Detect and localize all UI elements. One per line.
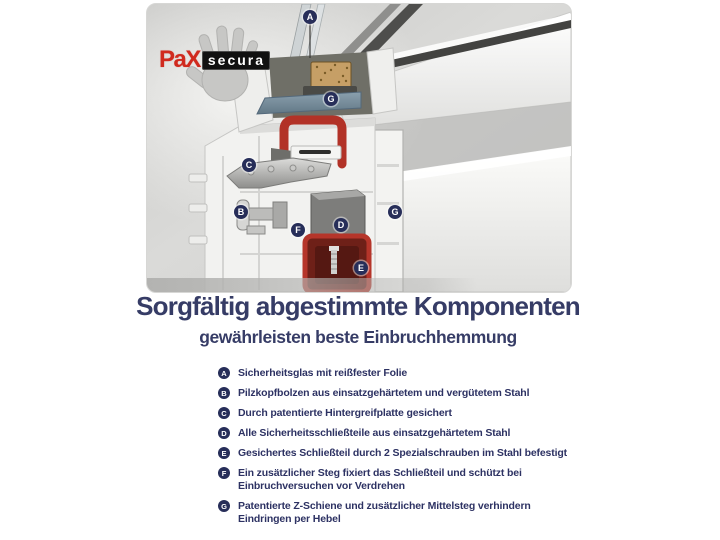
feature-letter-badge: A bbox=[218, 367, 230, 379]
feature-item-e bbox=[218, 447, 602, 460]
page-title: Sorgfältig abgestimmte Komponenten bbox=[136, 291, 580, 321]
window-cutaway-image bbox=[146, 3, 572, 293]
feature-letter-badge: E bbox=[218, 447, 230, 459]
diagram-label-g: G bbox=[324, 92, 338, 106]
diagram-label-c: C bbox=[242, 158, 256, 172]
feature-letter-badge: D bbox=[218, 427, 230, 439]
diagram-label-e: E bbox=[354, 261, 368, 275]
feature-item-f bbox=[218, 467, 602, 493]
feature-item-a bbox=[218, 367, 602, 380]
pax-brand-text: PaX bbox=[159, 46, 200, 73]
diagram-label-g: G bbox=[388, 205, 402, 219]
feature-item-d bbox=[218, 427, 602, 440]
feature-item-b bbox=[218, 387, 602, 400]
feature-text: Ein zusätzlicher Steg fixiert das Schließteil und schützt bei Einbruchversuchen vor Verdrehen bbox=[238, 467, 522, 492]
feature-text: Durch patentierte Hintergreifplatte gesichert bbox=[238, 407, 452, 419]
pax-secura-logo bbox=[155, 20, 295, 112]
diagram-label-f: F bbox=[291, 223, 305, 237]
floor-shadow bbox=[147, 278, 477, 292]
feature-letter-badge: C bbox=[218, 407, 230, 419]
feature-letter-badge: B bbox=[218, 387, 230, 399]
feature-text: Pilzkopfbolzen aus einsatzgehärtetem und vergütetem Stahl bbox=[238, 387, 530, 399]
diagram-label-d: D bbox=[334, 218, 348, 232]
diagram-label-b: B bbox=[234, 205, 248, 219]
pax-secura-wordmark bbox=[159, 46, 270, 74]
page-subtitle: gewährleisten beste Einbruchhemmung bbox=[199, 327, 517, 347]
diagram-label-a: A bbox=[303, 10, 317, 24]
secura-label: secura bbox=[202, 51, 270, 70]
striker-block bbox=[311, 190, 365, 240]
feature-list bbox=[218, 367, 602, 533]
feature-item-c bbox=[218, 407, 602, 420]
feature-item-g bbox=[218, 500, 602, 526]
feature-text: Sicherheitsglas mit reißfester Folie bbox=[238, 367, 408, 379]
feature-letter-badge: F bbox=[218, 467, 230, 479]
feature-letter-badge: G bbox=[218, 500, 230, 512]
feature-text: Gesichertes Schließteil durch 2 Spezialschrauben im Stahl befestigt bbox=[238, 447, 567, 459]
feature-text: Patentierte Z-Schiene und zusätzlicher Mittelsteg verhindern Eindringen per Hebel bbox=[238, 500, 531, 525]
feature-text: Alle Sicherheitsschließteile aus einsatzgehärtetem Stahl bbox=[238, 427, 511, 439]
